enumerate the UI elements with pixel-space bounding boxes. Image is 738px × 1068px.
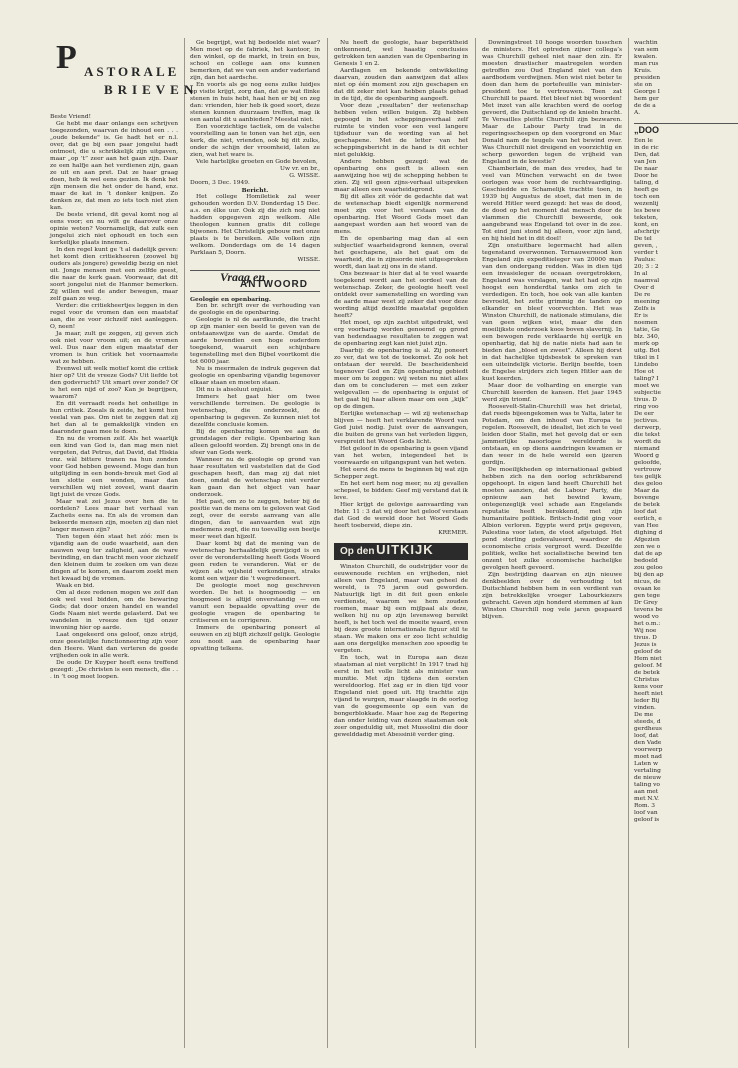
text-line: nicus, de	[634, 579, 661, 585]
paragraph: Aardlagen en bekende ontwikkeling daarvan, zouden dan aanwijzen dat alles niet op één moment zou zijn geschapen en dat dit zeker niet kan hebben plaats gehad in de tijd, die de openbaring aangeeft.	[334, 68, 468, 102]
text-line: geven, ,	[634, 243, 658, 249]
text-line: toch een	[634, 194, 660, 200]
text-line: Kruis.	[634, 68, 652, 74]
paragraph: En de openbaring mag dan al een subjectief waarheidsgrond kennen, overal het geschapene, als het gaat om de waarheid, die in zijnsorde niet uitgesproken wordt, dan laat zij ons in de stand.	[334, 236, 468, 270]
text-line: Den, dat	[634, 152, 660, 158]
column-rule	[184, 38, 185, 1048]
paragraph: Laat ongekeerd ons geloof, onze strijd, onze geestelijke functionneering zijn voor den Heere. Want dan verteren de goede vrijheden ook in alle werk.	[50, 632, 178, 659]
paragraph: Bij dit alles zit vóór de gedachte dat wat de wetenschap biedt eigenlijk normerend moet zijn voor het verstaan van de openbaring. Het Woord Gods moet dan aangepast worden aan het woord van de mens.	[334, 194, 468, 235]
paragraph: Het geloof in de openbaring is geen vijand van het weten, integendeel het is voorwaarde en uitgangspunt van het weten.	[334, 446, 468, 466]
text-line: teksten,	[634, 215, 658, 221]
text-line: Een le	[634, 138, 653, 144]
text-line: geloofde,	[634, 460, 662, 466]
paragraph: Evenwel uit welk motief komt die critiek hier op? Uit de vreeze Gods? Uit liefde tot den godsvrucht? Uit smart over zonde? Of is het een nijd of zoo? Kan je begrijpen, waarom?	[50, 366, 178, 400]
heading-line: Vraag en	[220, 270, 266, 284]
text-line: loof, dat	[634, 733, 659, 739]
signature-line: Uw vr. en br.,	[280, 166, 320, 172]
text-line: Hem niet	[634, 656, 662, 662]
text-line: den Vade	[634, 740, 662, 746]
paragraph: Wanneer nu de geologie op grond van haar resultaten wil vaststellen dat de God geschapen heeft, dan mag zij dat niet doen, omdat de wetenschap niet verder kan gaan dan het object van haar onderzoek.	[190, 457, 320, 498]
text-line: Hoe ot	[634, 369, 654, 375]
paragraph: Daarbij: de openbaring is al. Zij poneert zo ver, dat we tot de toekomst. Zo ook het ontstaan der wereld. De bescheidenheid tegenover God en Zijn openbaring gebiedt meer om te zeggen: wij weten nu niet alles dan om te concluderen — met een zeker welgevallen — de openbaring is onjuist of het gaat bij haar alleen maar om een „kijk” op de dingen.	[334, 348, 468, 410]
paragraph: Roosevelt-Stalin-Churchill was het drietal, dat reeds bijeengekomen was te Yalta, later te Potsdam, om den inhoud van Europa te regelen. Roosevelt, de idealist, liet zich te veel leiden door Stalin, met het gevolg dat er een jammerlijke naoorlogse wereldorde is ontstaan, en op diens aandringen kwamen er dan weer in de hele wereld een ijzeren gordijn.	[482, 404, 622, 466]
paragraph: Nu is meermalen de indruk gegeven dat geologie en openbaring vijandig tegenover elkaar staan en moeten staan.	[190, 366, 320, 386]
text-line: taling, d	[634, 180, 659, 186]
article-signature: KREMER.	[438, 530, 468, 536]
text-line: ste on	[634, 82, 653, 88]
column-four	[482, 40, 622, 621]
paragraph: Vele hartelijke groeten en Gode bevolen,	[196, 159, 318, 165]
paragraph: Ge hebt me daar onlangs een schrijven toegezonden, waarvan de inhoud een . . . „oude bekende" is. Ge hadt het er n.l. over, dat ge bij een paar jongelui hadt ontmoet, die u schrikkelijk zijn uitgaven, maar „op ’t” zeer aan het gaan zijn. Daar ze een halfje aan het verdienen zijn, gaan ze uit en aan pret. Dat ze haar graag doen, heb ik wel eens gezien. Ik denk het zijn mensen die het onder de hand, enz. maar de kat in ’t donker knijpen. Zo denken ze, dat men zo iets toch niet zien kan.	[50, 121, 178, 211]
text-line: wezenlij	[634, 201, 659, 207]
text-line: ovaan ke	[634, 586, 661, 592]
paragraph: In den regel kunt ge ’t al dadelijk geven: het komt dien critiekheeren (zoowel bij ouders als jongere) geweldig bezig en niet uit. Jonge mensen met een zelfde geest, die naar de kerk gaan. Voorwaar, dat dit soort jongelui niet de Hanmer bemerken. Zij willen wel de ander bewegen, maar zelf gaan ze weg.	[50, 247, 178, 302]
text-line: tes gelijk	[634, 474, 662, 480]
paragraph: Verder: die critiekheertjes leggen in den regel voor de vromen dan een maatstaf aan, die ze voor zichzelf niet aanleggen. O, neen!	[50, 303, 178, 330]
text-line: taling vo	[634, 782, 660, 788]
paragraph: Nu heeft de geologie, haar beperktheid ontkennend, wel haastig conclusies getrokken ten aanzien van de Openbaring in Genesis 1 en 2.	[334, 40, 468, 67]
text-line: geloof is	[634, 817, 660, 823]
text-line: gerdheus	[634, 726, 662, 732]
text-line: gen tege	[634, 593, 661, 599]
text-line: dighing d	[634, 530, 663, 536]
paragraph: En toch, wat in Europa aan deze staatsman al niet verplicht! In 1917 trad hij eerst in het volle licht als minister van munitie. Met zijn tijdens den eersten wereldoorlog. Het zag er in dien tijd voor Engeland niet goed uit. Hij trachtte zijn vijand te wurgen, maar slaagde in de oorlog van de goegemeente op een van de bongerblokkade. Maar hoe zag de Regering dan onder leiding van dezen staatsman ook zeer ongeduldig uit, met Mussolini die door gewelddadig met Abessinië verder ging.	[334, 655, 468, 738]
text-line: Laten w	[634, 761, 658, 767]
text-line: zou geloo	[634, 565, 663, 571]
text-line: Wij noe	[634, 628, 657, 634]
door-heading: „DOO	[634, 123, 738, 134]
text-line: eerlich, e	[634, 516, 662, 522]
text-line: merk op	[634, 341, 659, 347]
text-line: moet nad	[634, 754, 662, 760]
paragraph: En dit verraadt reeds het onheilige in hun critiek. Zoeals ik zeide, het komt hun veelal van pas. Om niet te zeggen dat zij het dan al te gemakkelijk vinden en daaronder gaan mee te doen.	[50, 401, 178, 435]
paragraph: Waak en bid.	[56, 583, 95, 589]
text-line: vertaling	[634, 768, 661, 774]
paragraph: Maar wat zei Jezus over hen die te oordelen? Lees maar het verhaal van Zacheüs eens na. En als de vromen dan bekeerde mensen zijn, moeten zij dan niet langer mensen zijn?	[50, 499, 178, 533]
text-line: de betek	[634, 670, 660, 676]
column-rule	[327, 38, 328, 1048]
text-line: Door he	[634, 173, 658, 179]
text-line: tivus. D	[634, 397, 657, 403]
column-rule	[628, 38, 629, 1048]
text-line: vinden.	[634, 705, 656, 711]
text-line: Er is	[634, 313, 648, 319]
text-line: In al	[634, 271, 648, 277]
text-line: van Hee	[634, 523, 659, 529]
paragraph: Tien tegen één staat het zóó: men is vijandig aan de oude waarheid, aan den nauwen weg ter zaligheid, aan de ware bevinding, en dan tracht men voor zichzelf den kleinen duim te zoeken om van deze dingen af te komen, en daarom zoekt men het kwaad bij de vromen.	[50, 534, 178, 582]
text-line: presiden	[634, 75, 661, 81]
text-line: subjectie	[634, 390, 661, 396]
text-line: Woord g	[634, 453, 659, 459]
text-line: hem ger	[634, 96, 659, 102]
masthead	[50, 39, 199, 118]
text-line: Christus	[634, 677, 660, 683]
text-line: De tel	[634, 236, 652, 242]
text-line: man rus	[634, 61, 659, 67]
text-line: A.	[634, 110, 641, 116]
column-three	[334, 40, 468, 739]
text-line: niemand	[634, 446, 660, 452]
text-line: wordt du	[634, 439, 661, 445]
text-line: tivus. D	[634, 635, 657, 641]
text-line: uitg. Bot	[634, 348, 660, 354]
paragraph: Downingstreet 10 hooge woorden tusschen de ministers. Het optreden zijner collega’s was Churchill geheel niet naar den zin. Er moesten drastischer maatregelen worden getroffen zou Oud England niet van den aardbodem verdwijnen. Men wist niet beter te doen dan hem de portefeuille van minister-president toe te vertrouwen. Toen zat Churchill te paard. Het bleef niet bij woorden! Met inzet van alle krachten werd de oorlog gevoerd, die Duitschland op de knieën bracht. Te Versailles pleitte Churchill zijn bezwaren. Maar de Labour Party trad in de regeringsscheepen op den voorgrond en Mac Donald nam de teugels van het bewind over. Was Churchill niet dreigend en voorzichtig en scherp geworden tegen de vrijheid van Engeland in de kwestie?	[482, 40, 622, 165]
text-line: derwerp,	[634, 425, 662, 431]
text-line: Zelfs is	[634, 306, 656, 312]
paragraph: Ja maar, zult ge zeggen, zij geven zich ook niet voor vroom uit; en de vromen wel. Dus naar den eigen maatstaf der vromen is hun critiek het voornaamste wat ze hebben.	[50, 331, 178, 365]
heading-line: ANTWOORD	[240, 279, 308, 290]
paragraph: De oude Dr Kuyper heeft eens treffend gezegd: „De christen is een mensch, die . . . in ’t oog moet loopen.	[50, 660, 178, 680]
text-line: geloof de	[634, 649, 662, 655]
text-line: aan met	[634, 789, 659, 795]
paragraph: Eerlijke wetenschap — wil zij wetenschap blijven — heeft het verklarende Woord van God juist nodig. Juist over de aanvangen, die buiten de grens van het verleden liggen, verspreidt het Woord Gods licht.	[334, 411, 468, 445]
text-line: loof van	[634, 810, 658, 816]
text-line: tikel in I	[634, 355, 659, 361]
text-line: les bewe	[634, 208, 661, 214]
dateline: Doorn, 3 Dec. 1949.	[190, 180, 250, 186]
text-line: van Jen	[634, 159, 657, 165]
text-line: 20; 3 : 2	[634, 264, 659, 270]
text-line: steeds, d	[634, 719, 661, 725]
text-line: De naar	[634, 166, 658, 172]
text-line: afschrijv	[634, 229, 660, 235]
text-line: de de a	[634, 103, 656, 109]
text-line: jectivus.	[634, 418, 659, 424]
text-line: De eer	[634, 411, 654, 417]
text-line: wood vo	[634, 614, 659, 620]
paragraph: De moeilijkheden op internationaal gebied hebben zich na den oorlog schrikbarend opgehoopt. In eigen land heeft Churchill het moeten aanzien, dat de Labour Party, die opnieuw aan het bewind kwam, ontegenzeglijk veel schade aan Engelands reputatie heeft berokkend, met zijn humanitaire politiek. Britsch-Indië ging voor Albion verloren. Egypte werd prijs gegeven, Palestina voor laten, de vloot afgetuigd. Het pond sterling gedevalueerd, waardoor de economische crisis vergroot werd. Dezelfde politiek, welke het socialistische bewind ten onzent tot zulke economische hachelijke gevolgen heeft gevoerd.	[482, 467, 622, 571]
text-line: naamval	[634, 278, 660, 284]
text-line: moet we	[634, 383, 660, 389]
bericht-signature: WISSE.	[297, 257, 320, 263]
column-rule	[475, 38, 476, 1048]
text-line: de betek	[634, 502, 660, 508]
op-den-uitkijk-heading	[334, 543, 468, 560]
column-two	[190, 40, 320, 653]
text-line: voorwerp	[634, 747, 663, 753]
text-line: bovenge	[634, 495, 660, 501]
paragraph: Ons bezwaar is hier dat al te veel waarde toegekend wordt aan het oordeel van de wetenschap. Zeker, de geologie heeft veel ontdekt over samenstelling en wording van de aarde maar weet zij zeker dat voor deze wording altijd dezelfde maatstaf gegolden heeft?	[334, 271, 468, 319]
bericht-heading: Bericht.	[241, 187, 269, 194]
paragraph: Andere hebben gezegd: wat de openbaring ons geeft is alleen een aanwijzing hoe wij de schepping hebben te zien. Zij wil geen zijns-verhaal uitspreken maar alleen een waarheidsgrond.	[334, 159, 468, 193]
text-line: in de ric	[634, 145, 659, 151]
paragraph: De geologie moet nog geschreven worden. De het is hoogmoedig — en hoogmoed is altijd onverstandig — om vanuit een bepaalde opvatting over de geologie vragen de openbaring te critiseren en te corrigeren.	[190, 583, 320, 624]
text-line: tevens be	[634, 607, 663, 613]
text-line: taling? I	[634, 376, 659, 382]
paragraph: Maar door de volharding en energie van Churchill keerden de kansen. Het jaar 1945 werd zijn triomf.	[482, 383, 622, 403]
text-line: heeft ge	[634, 187, 659, 193]
text-line: kwalen.	[634, 54, 658, 60]
heading-line: UITKIJK	[376, 542, 434, 557]
paragraph: Beste Vriend!	[50, 114, 91, 120]
paragraph: Een br. schrijft over de verhouding van de geologie en de openbaring.	[190, 303, 320, 316]
paragraph: Daar komt bij dat de mening van de wetenschap herhaaldelijk gewijzigd is en over de veronderstelling heeft Gods Woord geen reden te veranderen. Wat er de wijzen als wijsheid verkondigen, straks komt een wijzer die ’t wegredeneert.	[190, 541, 320, 582]
paragraph: Het eerst de mens te beginnen bij wat zijn Schepper zegt.	[334, 467, 468, 480]
vraag-en-antwoord-heading	[190, 270, 320, 292]
paragraph: Hier krijgt de gelovige aanvaarding van Hebr. 11 : 3 dat wij door het geloof verstaan dat God de wereld door het Woord Gods heeft toebereid, diepe zin.	[334, 502, 468, 529]
paragraph: Het college Homiletiek zal weer gehouden worden D.V. Donderdag 15 Dec. a.s. en élke uur. Ook zij die zich nog niet hadden opgegeven zijn welkom. Alle theologen kunnen gratis dit college bijwonen. Het Christelijk gebouw met onze plaats is te bereiken. Alle volken zijn welkom. Donderdags om de 14 dagen Parklaan 5, Doorn.	[190, 194, 320, 256]
paragraph: Het past, om zo te zeggen, beter bij de positie van de mens om te geloven wat God zegt, over de eerste aanvang van alle dingen, dan te aanvaarden wat zijn medemens zegt, die nu toevallig een beetje meer weet dan hijzelf.	[190, 499, 320, 540]
text-line: des geloo	[634, 481, 663, 487]
text-line: blz. 340,	[634, 334, 660, 340]
paragraph: En het eert hem nog meer, nu zij gevallen schepsel, te bidden: Geef mij verstand dat ik leve.	[334, 481, 468, 501]
text-line: die tekst	[634, 432, 660, 438]
text-line: bij den ap	[634, 572, 664, 578]
text-line: kont, en	[634, 222, 659, 228]
text-line: Jezus is	[634, 642, 657, 648]
paragraph: Zijn bestrijding daarvan en zijn nieuwe denkbeelden over de verhouding tot Duitschland hebben hem in een verdient van zijn betrekkelijke vroeger Labourkiezers gebracht. Geven zijn honderd stemmen af kan Winston Churchill nog vele jaren gespaard blijven.	[482, 572, 622, 620]
signature-name: G. WISSE.	[289, 173, 320, 179]
paragraph: Dit nu is absoluut onjuist.	[196, 387, 273, 393]
text-line: dat de ap	[634, 551, 662, 557]
text-line: noemen	[634, 320, 658, 326]
paragraph: Chamberlain, de man des vredes, had te veel van München verwacht en de twee oorlogen was voor hem de rechtvaardiging. Geschiedde en Schamelijk trachtte toen, in 1939 bij Augustus de stoet, dat men in de wereld Hitler werd gezegd: het was de dood, de dood op het moment dat mensch door de vlammen die Churchill beweerde, ook aangebrand was Engeland tot over in de zee. Tot eind juni stond hij alleen, voor zijn land, en hij hield het in dit doel!	[482, 166, 622, 242]
text-line: loof dat	[634, 509, 657, 515]
text-line: meening	[634, 299, 660, 305]
text-line: George I	[634, 89, 661, 95]
text-line: verder t	[634, 250, 658, 256]
text-line: Lindebo	[634, 362, 659, 368]
text-line: De me	[634, 712, 654, 718]
masthead-word2: BRIEVEN	[104, 82, 199, 97]
text-line: tatie, Ge	[634, 327, 660, 333]
text-line: met N.V.	[634, 796, 660, 802]
paragraph: Bij de openbaring komen we aan de grondslagen der religie. Openbaring kan alleen geloofd worden. Zij brengt ons in de sfeer van Gods werk.	[190, 429, 320, 456]
text-line: Maar da	[634, 488, 660, 494]
paragraph: Ge begrijpt, wat hij bedoelde niet waar? Men moet op de fabriek, het kantoor, in den winkel, op de markt, in trein en bus, school en college aan ons kunnen bemerken, dat we van een ander vaderland zijn, dan het aardsche.	[190, 40, 320, 81]
text-line: zen we o	[634, 544, 661, 550]
text-line: van sem	[634, 47, 659, 53]
text-line: leder Bij	[634, 698, 660, 704]
text-line: Dr Grey	[634, 600, 658, 606]
text-line: geloof. M	[634, 663, 662, 669]
column-five-cropped	[634, 40, 738, 1060]
text-line: Afgezien	[634, 537, 660, 543]
text-line: De re	[634, 292, 651, 298]
paragraph: En nu de vromen zelf. Als het waarlijk een kind van God is, dan mag men niet vergeten, dat Petrus, dat David, dat Hiskia enz. wàl bittere tranen na hun zonden voor God hebben geweend. Moge dan hun uitglijding in een bonds-breuk met God al ten slotte een wonden, maar dan verschillen wij niet zoveel, want daarin ligt juist de vreze Gods.	[50, 436, 178, 498]
paragraph: Immers de openbaring poneert al eeuwen en zij blijft zichzelf gelijk. Geologie zou nooit aan de openbaring haar opvatting telkens.	[190, 625, 320, 652]
pastorale-body	[50, 114, 178, 681]
paragraph: Het moet, op zijn zachtst uitgedrukt, wel erg voorbarig worden genoemd op grond van hedendaagse resultaten te zeggen wat de openbaring zegt kan niet juist zijn.	[334, 320, 468, 347]
paragraph: Geologie is nl de aardkunde, die tracht op zijn manier een beeld te geven van de ontstaanswijze van de aarde. Omdat de aarde bovendien een hoge ouderdom toegekend, waaruit een schijnbare tegenstelling met den Bijbel voortkomt die tot 6000 jaar.	[190, 317, 320, 365]
paragraph: Om al deze redenen mogen we zelf dan ook wel veel bidden, om de bewaring Gods; dat door onzen handel en wandel Gods Naam niet werde gelasterd. Dat we wandelen in vreeze den tijd onzer inwoning hier op aarde.	[50, 590, 178, 631]
text-line: de nieuw	[634, 775, 662, 781]
paragraph: Winston Churchill, de oudstrijder voor de eeuwenoude rechten en vrijheden, niet alleen van Engeland, maar van geheel de wereld, is 75 jaren oud geworden. Natuurlijk ligt in dit feit geen enkele verdienste, waarom we hem zouden roemen, maar bij een mijlpaal als deze, welken hij nu op zijn levensweg bereikt heeft, is het toch wel de moeite waard, even bij deze groote internationale figuur stil te staan. We maken ons er zoo licht schuldig aan ons dergelijke menschen zoo spoedig te vergeten.	[334, 564, 468, 654]
paragraph: Immers het gaat hier om twee verschillende terreinen. De geologie is wetenschap, die onderzoekt, de openbaring is gegeven. Ze kunnen niet tot dezelfde conclusie komen.	[190, 394, 320, 428]
text-line: heeft niet	[634, 691, 663, 697]
paragraph: Voor deze „resultaten” der wetenschap hebben velen willen buigen. Zij hebben gepoogd in het scheppingsverhaal zelf ruimte te vinden voor een veel langere tijdsduur van de wording van al het geschapene. Met de letter van het scheppingsbericht in de hand is dit echter niet gelukkig.	[334, 103, 468, 158]
paragraph: De beste vriend, dit geval komt nog al eens voor; en nu wilt ge daarover onze opinie weten? Voornamelijk, dat zulk een jongelui zich niet ophoudt en toch een kerkelijke plaats innemen.	[50, 212, 178, 246]
paragraph: Zijn onstuitbare legermacht had allen tegenstand overwonnen. Ternauwernood kon Engeland zijn expeditieleger van 20000 man van den ondergang redden. Was in dien tijd een invasieleger de oceaan overgetrokken, Engeland was verslagen, wat het had op zijn hoogst een honderdtal tanks om zich te verdedigen. En toch, hoe ook van alle kanten bevroeld, het zette grimmig de tanden op elkander en bleef voorvechten. Het was Winston Churchill, de nationale stimulans, die van geen wijken wist, maar die den moeilijkste onderzoek koos boven slavernij. In een bewogen rede verklaarde hij eerlijk en openhartig, dat hij de natie niets had aan te bieden dan „bloed en zweet”. Alleen hij dorst in dat hachelijke tijdsbestek te spreken van een uiteindelijk victorie. Berlijn beefde, toen de Engelse strijders zich tegen Hitler aan de kust keerden.	[482, 243, 622, 382]
text-line: wachtin	[634, 40, 658, 46]
masthead-word1: ASTORALE	[84, 64, 180, 79]
text-line: vertrouw	[634, 467, 662, 473]
paragraph: En voorts als ge nog eens zulke luidjes op visite krijgt, zorg dan, dat ge wat flinke stenen in huis hebt, haal hen er bij en zeg dan: vrienden, hier heb ik goed soort, deze stenen kunnen duurzaam treffen, mag ik een aantal dit u aanbieden? Meestal niet.	[190, 82, 320, 123]
text-line: kens voor	[634, 684, 663, 690]
text-line: ring voo	[634, 404, 659, 410]
paragraph: Een voorzichtige tactiek, om de valsche voorstelling aan te tonen van het zijn, een kerk, die niet, vrienden, ook bij dit zulks, onder de schijn der vroomheid, laten ze zien, wat het ware is.	[190, 124, 320, 158]
question-title: Geologie en openbaring.	[190, 296, 271, 303]
text-line: Rom. 3	[634, 803, 656, 809]
text-line: bedoeld	[634, 558, 658, 564]
heading-line: Op den	[340, 546, 375, 557]
masthead-initial: P	[56, 39, 77, 76]
text-line: Over d	[634, 285, 655, 291]
text-line: het o.m.:	[634, 621, 661, 627]
text-line: Paulus:	[634, 257, 656, 263]
